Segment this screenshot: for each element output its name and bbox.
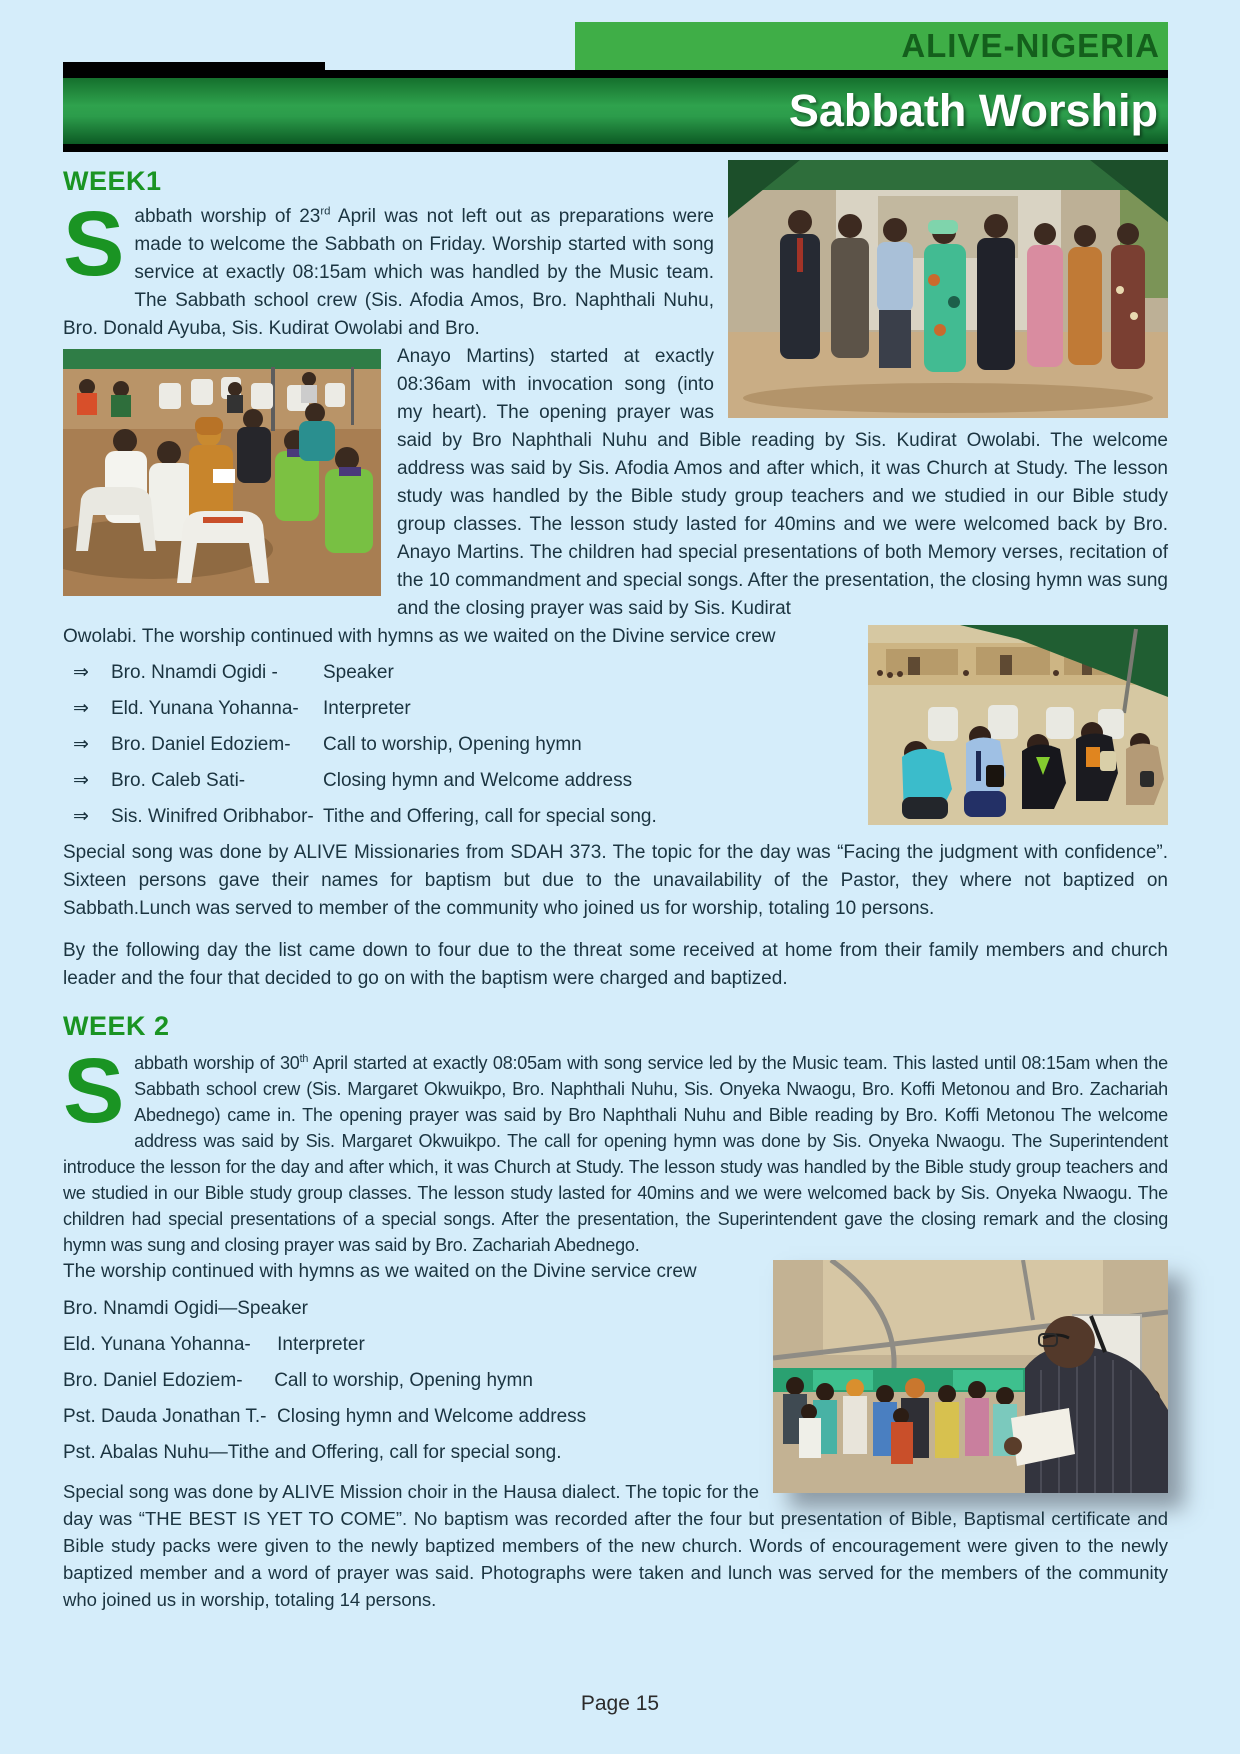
page-number: Page 15 <box>580 1692 660 1715</box>
arrow-bullet-icon: ⇒ <box>73 806 89 827</box>
crew2-item-speaker: Bro. Nnamdi Ogidi—Speaker <box>63 1298 308 1319</box>
crew-name: Sis. Winifred Oribhabor- <box>111 806 314 827</box>
week1-p1-superscript: rd <box>320 205 331 218</box>
page-inner <box>0 22 1240 1613</box>
arrow-bullet-icon: ⇒ <box>73 770 89 791</box>
crew2-item-closing-hymn: Pst. Dauda Jonathan T.- Closing hymn and Welcome address <box>63 1406 587 1427</box>
week1-paragraph-4: By the following day the list came down to four due to the threat some received at home from their family members and church leader and the four that decided to go on with the baptism were charged and baptized. <box>63 940 1168 989</box>
photo-bible-study-groups <box>63 349 381 596</box>
week1-paragraph-2-tail: Owolabi. The worship continued with hymns as we waited on the Divine service crew <box>63 626 776 647</box>
photo-kneeling-prayer <box>868 625 1168 825</box>
photo-congregation-tent-image <box>773 1260 1168 1493</box>
week1-heading: WEEK1 <box>63 166 162 196</box>
week2-paragraph-2: The worship continued with hymns as we waited on the Divine service crew <box>63 1261 697 1282</box>
week2-paragraph-3: Special song was done by ALIVE Mission choir in the Hausa dialect. The topic for the day was “THE BEST IS YET TO COME”. No baptism was recorded after the four but presentation of Bible, Baptismal certificate and Bible study packs were given to the newly baptized members of the new church. Words of encouragement were given to the newly baptized member and a word of prayer was said. Photographs were taken and lunch was served for the members of the community who joined us in worship, totaling 14 persons. <box>63 1481 1168 1610</box>
crew2-item-tithe-offering: Pst. Abalas Nuhu—Tithe and Offering, call for special song. <box>63 1442 562 1463</box>
week2-p1-text-b: April started at exactly 08:05am with song service led by the Music team. This lasted until 08:15am when the Sabbath school crew (Sis. Margaret Okwuikpo, Bro. Naphthali Nuhu, Sis. Onyeka Nwaogu, Bro. Koffi Metonou and Bro. Zachariah Abednego) came in. The opening prayer was said by Bro Naphthali Nuhu and Bible reading by Bro. Koffi Metonou The welcome address was said by Sis. Margaret Okwuikpo. The call for opening hymn was done by Sis. Onyeka Nwaogu. The Superintendent introduce the lesson for the day and after which, it was Church at Study. The lesson study was handled by the Bible study group teachers and we studied in our Bible study group classes. The lesson study lasted for 40mins and we were welcomed back by Sis. Onyeka Nwaogu. The children had special presentations of a special songs. After the presentation, the Superintendent gave the closing remark and the closing hymn was sung and closing prayer was said by Bro. Zachariah Abednego. <box>63 1053 1168 1255</box>
crew-role: Call to worship, Opening hymn <box>323 734 582 755</box>
crew-role: Speaker <box>323 662 394 683</box>
photo-kneeling-prayer-image <box>868 625 1168 825</box>
arrow-bullet-icon: ⇒ <box>73 698 89 719</box>
crew-name: Eld. Yunana Yohanna- <box>111 698 299 719</box>
week2-dropcap: S <box>63 1040 125 1142</box>
week1-p1-text-a: abbath worship of 23 <box>134 206 321 227</box>
brand-banner <box>575 22 1168 70</box>
week1-p1-text-b: April was not left out as preparations were made to welcome the Sabbath on Friday. Worship started with song service at exactly 08:15am which was handled by the Music team. The Sabbath school crew (Sis. Afodia Amos, Bro. Naphthali Nuhu, Bro. Donald Ayuba, Sis. Kudirat Owolabi and Bro. <box>63 206 714 339</box>
photo-group-standing-image <box>728 160 1168 418</box>
photo-group-standing <box>728 160 1168 418</box>
arrow-bullet-icon: ⇒ <box>73 734 89 755</box>
title-banner <box>63 70 1168 152</box>
photo-congregation-tent <box>773 1260 1168 1493</box>
week1-paragraph-3: Special song was done by ALIVE Missionaries from SDAH 373. The topic for the day was “Facing the judgment with confidence”. Sixteen persons gave their names for baptism but due to the unavailability of the Pastor, they where not baptized on Sabbath.Lunch was served to member of the community who joined us for worship, totaling 10 persons. <box>63 842 1168 919</box>
page-title: Sabbath Worship <box>788 85 1158 136</box>
week2-heading: WEEK 2 <box>63 1011 170 1041</box>
week1-dropcap: S <box>63 193 125 295</box>
crew2-item-interpreter: Eld. Yunana Yohanna- Interpreter <box>63 1334 365 1355</box>
week2-p1-text-a: abbath worship of 30 <box>134 1053 300 1073</box>
week1-paragraph-2: Anayo Martins) started at exactly 08:36am with invocation song (into my heart). The opening prayer was said by Bro Naphthali Nuhu and Bible reading by Sis. Kudirat Owolabi. The welcome address was said by Sis. Afodia Amos and after which, it was Church at Study. The lesson study was handled by the Bible study group teachers and we studied in our Bible study group classes. The lesson study lasted for 40mins and we were welcomed back by Bro. Anayo Martins. The children had special presentations of both Memory verses, recitation of the 10 commandment and special songs. After the presentation, the closing hymn was sung and the closing prayer was said by Sis. Kudirat <box>397 346 1169 619</box>
crew-role: Tithe and Offering, call for special song. <box>323 806 657 827</box>
arrow-bullet-icon: ⇒ <box>73 662 89 683</box>
crew2-item-call-to-worship: Bro. Daniel Edoziem- Call to worship, Opening hymn <box>63 1370 533 1391</box>
crew-role: Interpreter <box>323 698 411 719</box>
crew-role: Closing hymn and Welcome address <box>323 770 633 791</box>
article <box>63 152 1168 1613</box>
brand-title: ALIVE-NIGERIA <box>901 27 1160 64</box>
crew-name: Bro. Daniel Edoziem- <box>111 734 291 755</box>
week2-p1-superscript: th <box>299 1053 309 1065</box>
photo-bible-study-groups-image <box>63 349 381 596</box>
week2-paragraph-1 <box>63 1040 1168 1258</box>
crew-name: Bro. Nnamdi Ogidi - <box>111 662 278 683</box>
crew-name: Bro. Caleb Sati- <box>111 770 246 791</box>
